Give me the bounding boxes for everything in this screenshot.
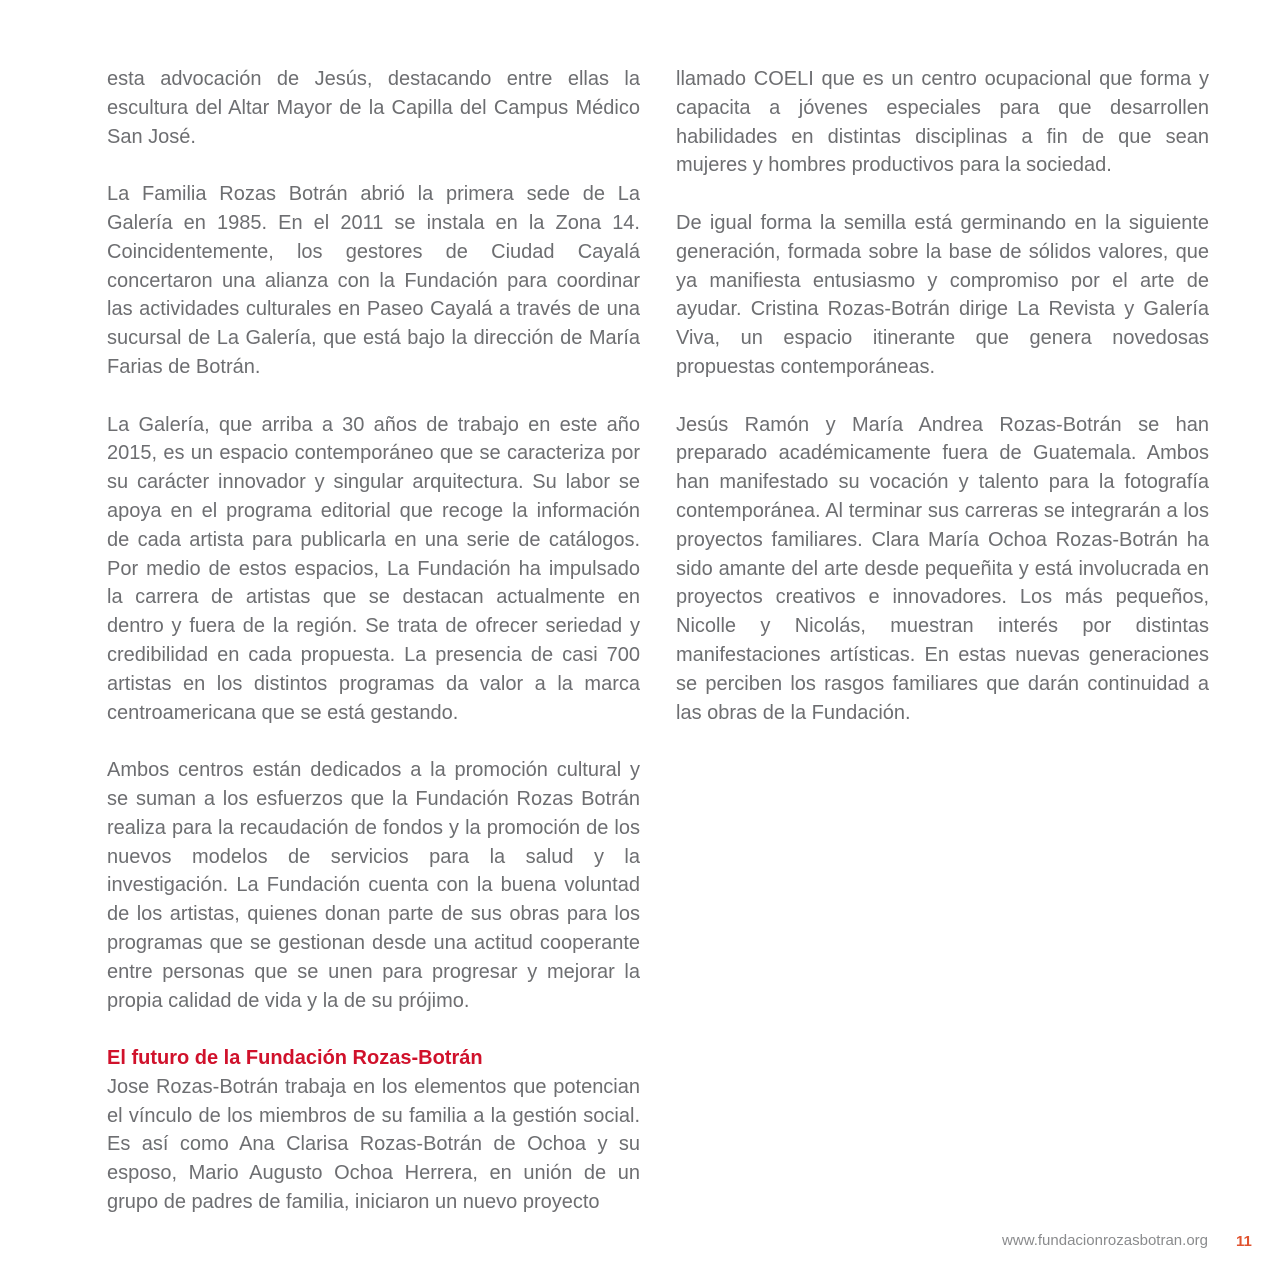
page-number: 11 <box>1236 1233 1252 1250</box>
section-heading: El futuro de la Fundación Rozas-Botrán <box>107 1047 483 1070</box>
footer-url: www.fundacionrozasbotran.org <box>1002 1232 1208 1249</box>
left-column <box>107 65 640 1217</box>
right-column <box>676 65 1209 756</box>
paragraph-semilla: De igual forma la semilla está germinando en la siguiente generación, formada sobre la base de sólidos valores, que ya manifiesta entusiasmo y compromiso por el arte de ayudar. Cristina Rozas-Botrán dirige La Revista y Galería Viva, un espacio itinerante que genera novedosas propuestas contemporáneas. <box>676 211 1209 378</box>
paragraph-familia-rozas: La Familia Rozas Botrán abrió la primera sede de La Galería en 1985. En el 2011 se instala en la Zona 14. Coincidentemente, los gestores de Ciudad Cayalá concertaron una alianza con la Fundación para coordinar las actividades culturales en Paseo Cayalá a través de una sucursal de La Galería, que está bajo la dirección de María Farias de Botrán. <box>107 183 640 378</box>
paragraph-coeli: llamado COELI que es un centro ocupacional que forma y capacita a jóvenes especiales para que desarrollen habilidades en distintas disciplinas a fin de que sean mujeres y hombres productivos para la sociedad. <box>676 68 1209 177</box>
paragraph-la-galeria: La Galería, que arriba a 30 años de trabajo en este año 2015, es un espacio contemporáneo que se caracteriza por su carácter innovador y singular arquitectura. Su labor se apoya en el programa editorial que recoge la información de cada artista para publicarla en una serie de catálogos. Por medio de estos espacios, La Fundación ha impulsado la carrera de artistas que se destacan actualmente en dentro y fuera de la región. Se trata de ofrecer seriedad y credibilidad en cada propuesta. La presencia de casi 700 artistas en los distintos programas da valor a la marca centroamericana que se está gestando. <box>107 413 640 724</box>
paragraph-advocacion: esta advocación de Jesús, destacando entre ellas la escultura del Altar Mayor de la Capilla del Campus Médico San José. <box>107 68 640 148</box>
paragraph-jesus-ramon: Jesús Ramón y María Andrea Rozas-Botrán se han preparado académicamente fuera de Guatemala. Ambos han manifestado su vocación y talento para la fotografía contemporánea. Al terminar sus carreras se integrarán a los proyectos familiares. Clara María Ochoa Rozas-Botrán ha sido amante del arte desde pequeñita y está involucrada en proyectos creativos e innovadores. Los más pequeños, Nicolle y Nicolás, muestran interés por distintas manifestaciones artísticas. En estas nuevas generaciones se perciben los rasgos familiares que darán continuidad a las obras de la Fundación. <box>676 413 1209 724</box>
paragraph-ambos-centros: Ambos centros están dedicados a la promoción cultural y se suman a los esfuerzos que la Fundación Rozas Botrán realiza para la recaudación de fondos y la promoción de los nuevos modelos de servicios para la salud y la investigación. La Fundación cuenta con la buena voluntad de los artistas, quienes donan parte de sus obras para los programas que se gestionan desde una actitud cooperante entre personas que se unen para progresar y mejorar la propia calidad de vida y la de su prójimo. <box>107 759 640 1012</box>
paragraph-futuro: Jose Rozas-Botrán trabaja en los elementos que potencian el vínculo de los miembros de su familia a la gestión social. Es así como Ana Clarisa Rozas-Botrán de Ochoa y su esposo, Mario Augusto Ochoa Herrera, en unión de un grupo de padres de familia, iniciaron un nuevo proyecto <box>107 1075 640 1214</box>
